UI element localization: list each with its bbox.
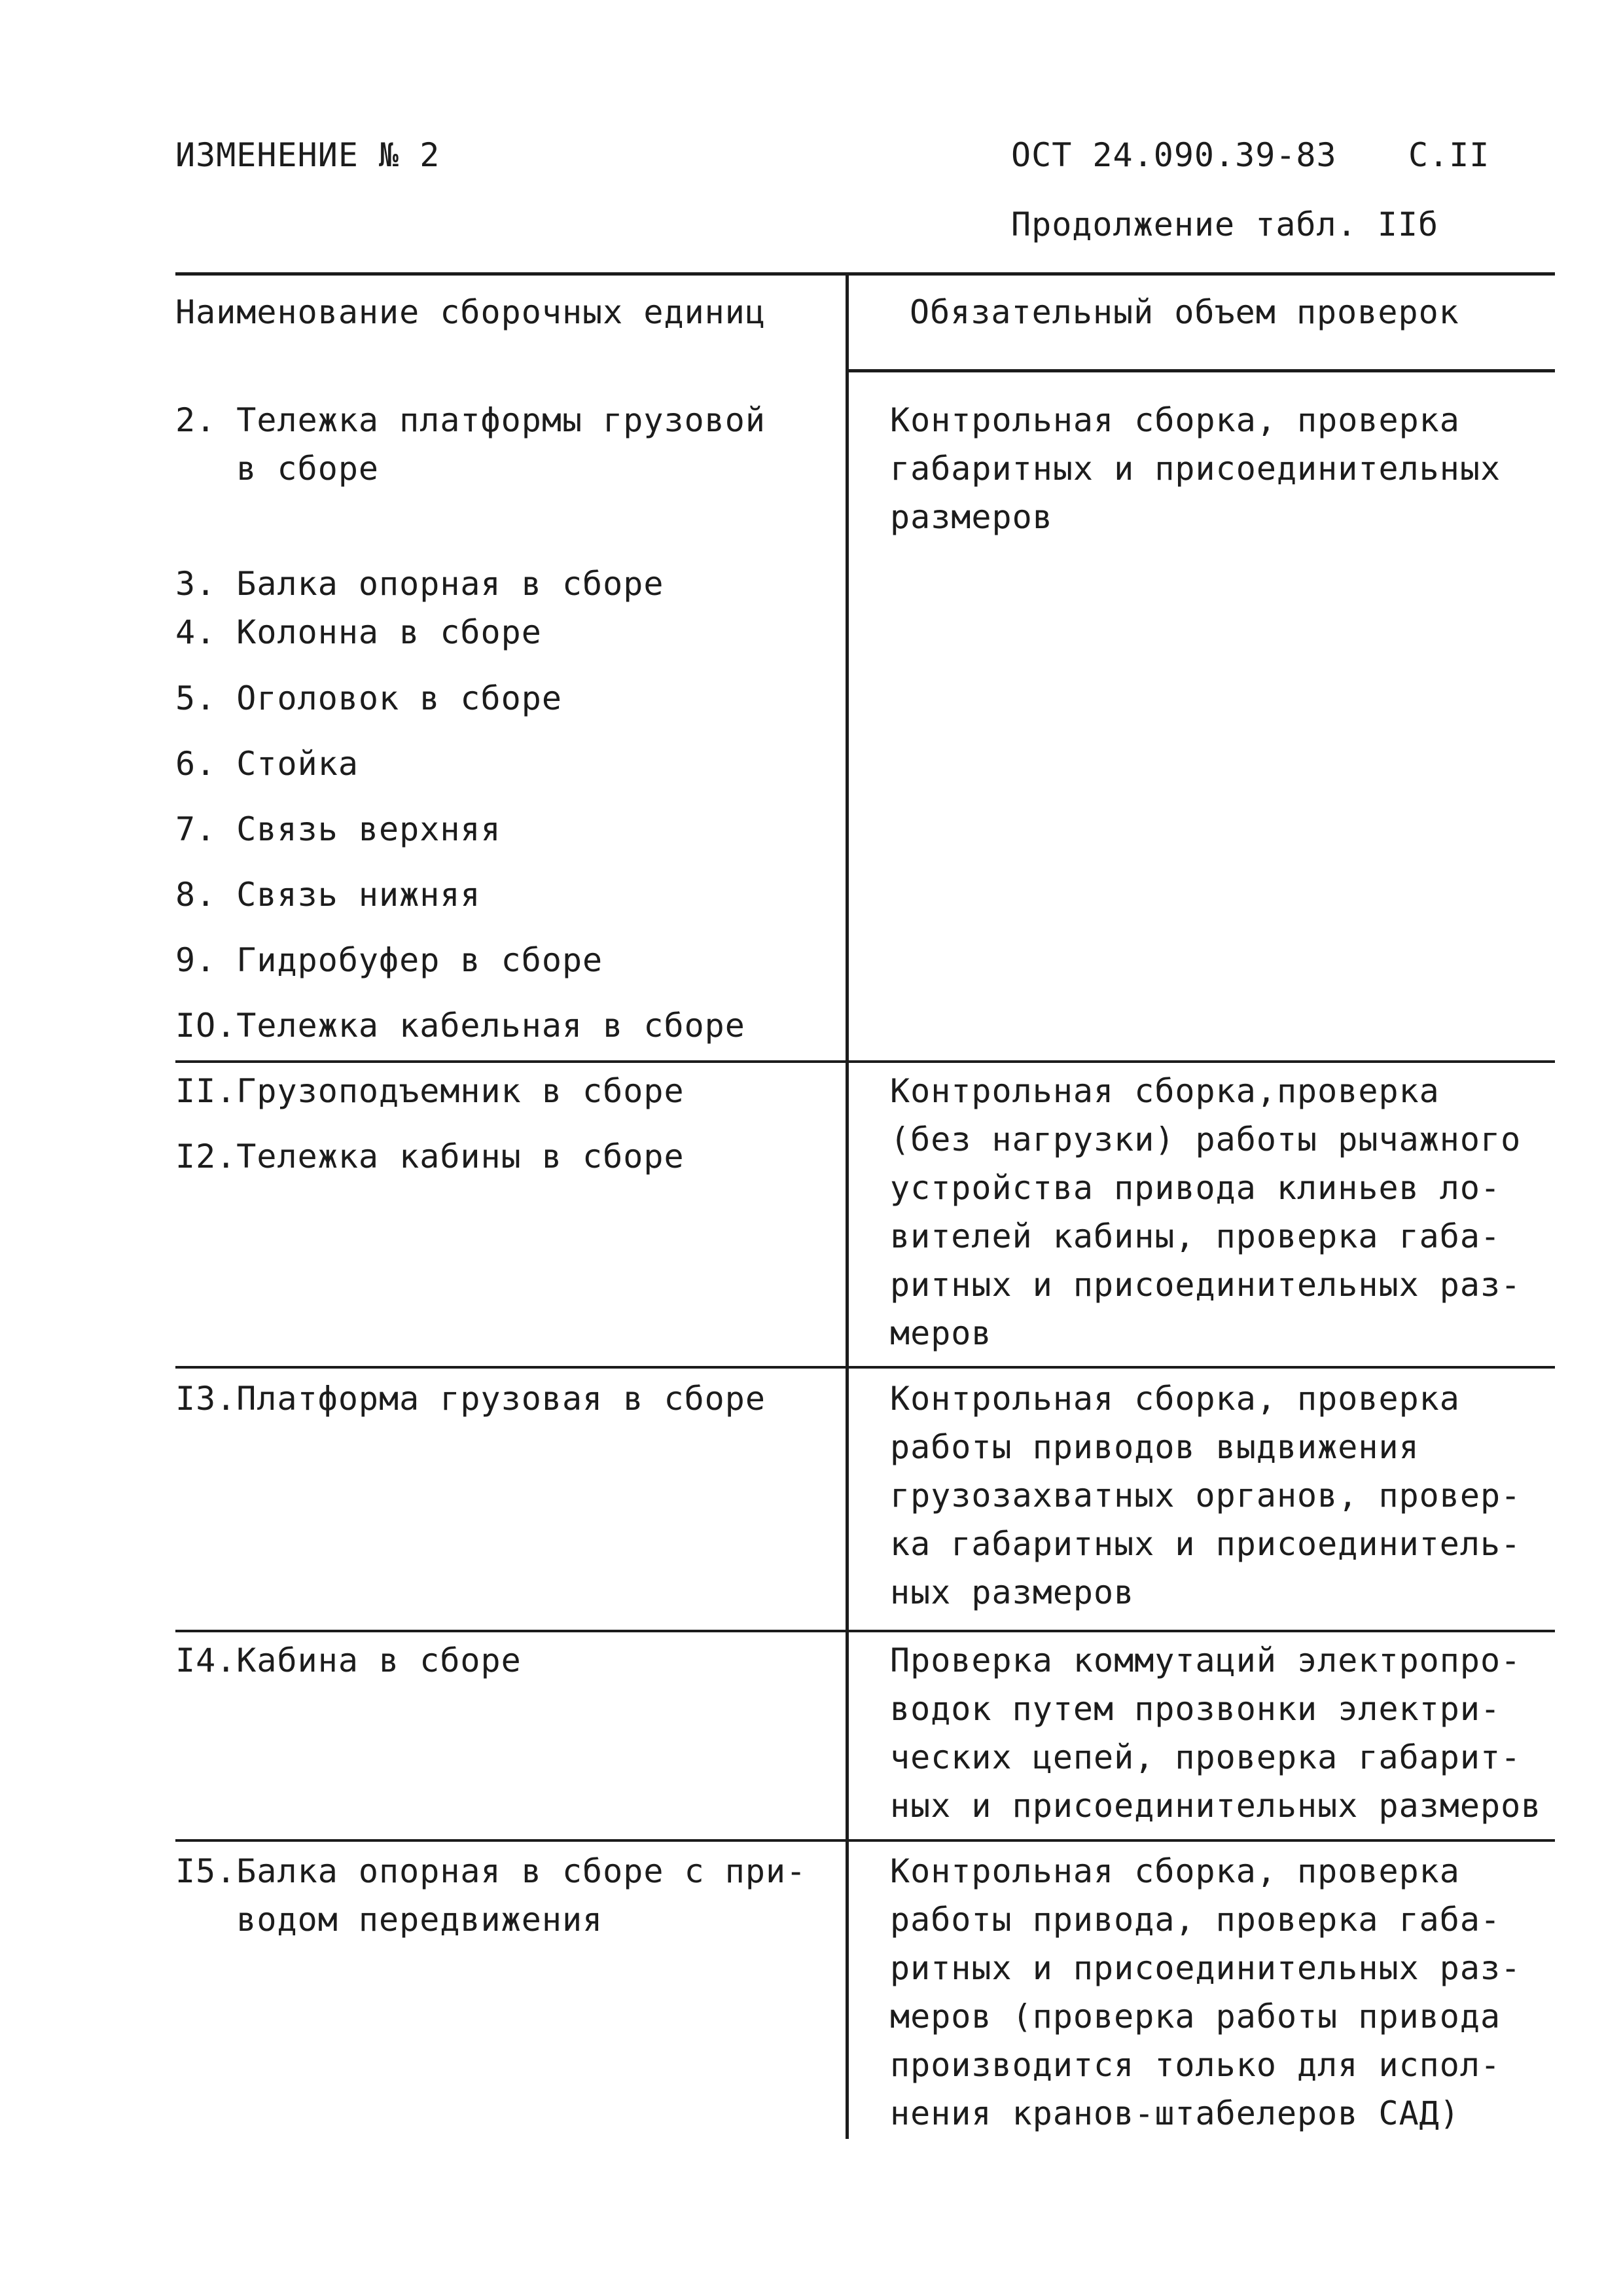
row-divider	[175, 1060, 1555, 1063]
check-text: вителей кабины, проверка габа-	[890, 1217, 1501, 1255]
check-text: работы приводов выдвижения	[890, 1428, 1419, 1466]
column-header-checks: Обязательный объем проверок	[910, 293, 1459, 331]
assembly-item: 7. Связь верхняя	[175, 810, 501, 848]
change-label: ИЗМЕНЕНИЕ № 2	[175, 136, 440, 174]
check-text: производится только для испол-	[890, 2046, 1501, 2084]
check-text: водок путем прозвонки электри-	[890, 1690, 1501, 1728]
table-top-rule	[175, 272, 1555, 276]
assembly-item: 4. Колонна в сборе	[175, 613, 542, 651]
check-text: ных и присоединительных размеров	[890, 1787, 1542, 1825]
assembly-item: 8. Связь нижняя	[175, 876, 481, 914]
assembly-item: 2. Тележка платформы грузовой	[175, 401, 766, 439]
check-text: Проверка коммутаций электропро-	[890, 1641, 1522, 1679]
check-text: меров	[890, 1314, 992, 1352]
assembly-item: I5.Балка опорная в сборе с при-	[175, 1852, 807, 1890]
check-text: нения кранов-штабелеров САД)	[890, 2094, 1460, 2132]
check-text: габаритных и присоединительных	[890, 450, 1501, 488]
row-divider	[175, 1839, 1555, 1842]
check-text: меров (проверка работы привода	[890, 1998, 1501, 2036]
check-text: грузозахватных органов, провер-	[890, 1477, 1522, 1515]
assembly-item: 3. Балка опорная в сборе	[175, 565, 664, 603]
check-text: ных размеров	[890, 1573, 1135, 1611]
check-text: ритных и присоединительных раз-	[890, 1949, 1522, 1987]
check-text: Контрольная сборка, проверка	[890, 401, 1460, 439]
table-header-rule	[848, 369, 1555, 372]
check-text: (без нагрузки) работы рычажного	[890, 1121, 1522, 1158]
table-continuation: Продолжение табл. IIб	[1011, 206, 1439, 243]
check-text: размеров	[890, 498, 1053, 536]
assembly-item: 6. Стойка	[175, 745, 359, 783]
check-text: Контрольная сборка, проверка	[890, 1852, 1460, 1890]
check-text: ка габаритных и присоединитель-	[890, 1525, 1522, 1563]
column-header-assembly: Наименование сборочных единиц	[175, 293, 766, 331]
assembly-item: 9. Гидробуфер в сборе	[175, 941, 603, 979]
assembly-item: I2.Тележка кабины в сборе	[175, 1138, 685, 1175]
assembly-item: в сборе	[175, 450, 380, 488]
check-text: ческих цепей, проверка габарит-	[890, 1738, 1522, 1776]
check-text: ритных и присоединительных раз-	[890, 1266, 1522, 1304]
check-text: устройства привода клиньев ло-	[890, 1169, 1501, 1207]
assembly-item: 5. Оголовок в сборе	[175, 679, 562, 717]
assembly-item: II.Грузоподъемник в сборе	[175, 1072, 685, 1110]
assembly-item: I3.Платформа грузовая в сборе	[175, 1380, 766, 1418]
page-number: С.II	[1408, 136, 1490, 174]
column-divider	[846, 272, 849, 2139]
standard-number: ОСТ 24.090.39-83	[1011, 136, 1337, 174]
assembly-item: I4.Кабина в сборе	[175, 1641, 522, 1679]
assembly-item: IO.Тележка кабельная в сборе	[175, 1007, 745, 1045]
row-divider	[175, 1366, 1555, 1369]
check-text: Контрольная сборка, проверка	[890, 1380, 1460, 1418]
check-text: Контрольная сборка,проверка	[890, 1072, 1440, 1110]
check-text: работы привода, проверка габа-	[890, 1901, 1501, 1939]
assembly-item: водом передвижения	[175, 1901, 603, 1939]
row-divider	[175, 1630, 1555, 1632]
